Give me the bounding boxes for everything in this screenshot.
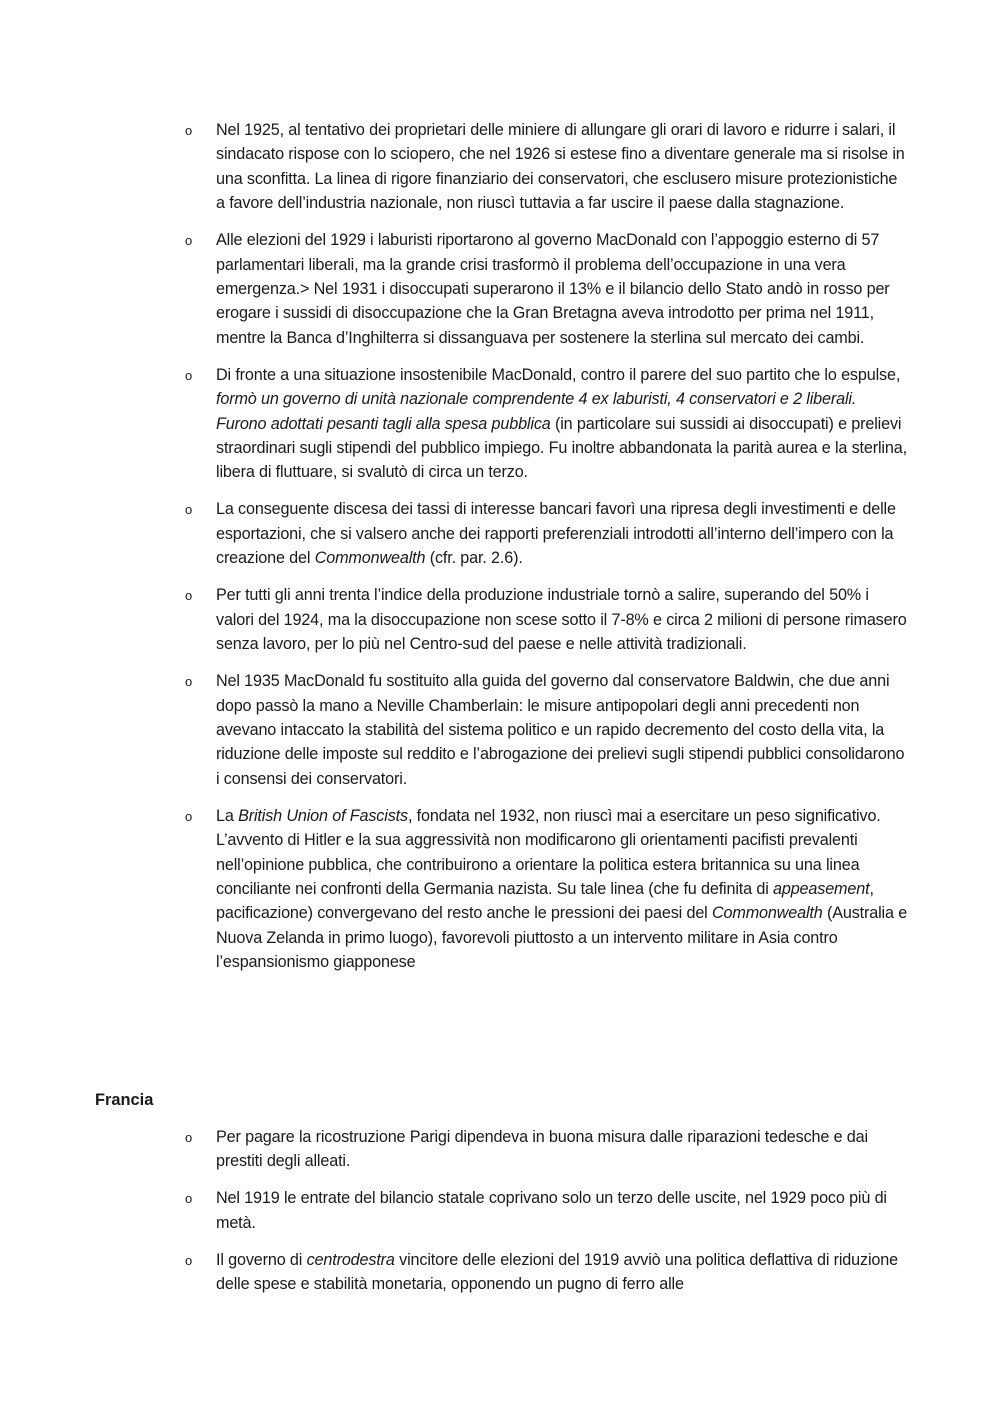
list-item: [184, 228, 908, 350]
bullet-icon: [185, 502, 192, 518]
section-heading: Francia: [95, 1091, 154, 1109]
paragraph-italic-text: Commonwealth: [711, 904, 823, 923]
paragraph-text: Nel 1919 le entrate del bilancio statale coprivano solo un terzo delle uscite, nel 1929 poco più di metà.: [216, 1189, 887, 1232]
bullet-list-france: [184, 1125, 908, 1309]
list-item: [184, 497, 908, 570]
bullet-icon: [185, 123, 192, 139]
paragraph-text: La: [216, 806, 239, 825]
paragraph-text: Per pagare la ricostruzione Parigi dipendeva in buona misura dalle riparazioni tedesche e dai prestiti degli alleati.: [216, 1128, 868, 1171]
bullet-list-britain: [184, 118, 908, 987]
bullet-icon: [185, 809, 192, 825]
bullet-icon: [185, 368, 192, 384]
bullet-icon: [185, 233, 192, 249]
paragraph-italic-text: centrodestra: [306, 1250, 395, 1269]
paragraph-text: vincitore delle elezioni del 1919 avviò una politica deflattiva di riduzione delle spese e stabilità monetaria, opponendo un pugno di ferro alle: [216, 1250, 898, 1294]
list-item: [184, 804, 908, 975]
paragraph-italic-text: British Union of Fascists: [238, 806, 408, 825]
bullet-icon: [185, 1130, 192, 1146]
paragraph-text: Alle elezioni del 1929 i laburisti riportarono al governo MacDonald con l’appoggio esterno di 57 parlamentari liberali, ma la grande crisi trasformò il problema dell’occupazione in una vera emergenza.> Nel 1931 i disoccupati superarono il 13% e il bilancio dello Stato andò in rosso per erogare i sussidi di disoccupazione che la Gran Bretagna aveva introdotto per prima nel 1911, mentre la Banca d’Inghilterra si dissanguava per sostenere la sterlina sul mercato dei cambi.: [216, 231, 890, 347]
paragraph-text: (in particolare sui sussidi ai disoccupati) e prelievi straordinari sugli stipendi del pubblico impiego. Fu inoltre abbandonata la parità aurea e la sterlina, libera di fluttuare, si svalutò di circa un terzo.: [216, 414, 907, 482]
list-item: [184, 363, 908, 485]
bullet-icon: [185, 1191, 192, 1207]
paragraph-text: Il governo di: [216, 1250, 307, 1269]
list-item: [184, 583, 908, 656]
paragraph-italic-text: appeasement: [773, 879, 870, 898]
list-item: [184, 1248, 908, 1297]
paragraph-text: Di fronte a una situazione insostenibile MacDonald, contro il parere del suo partito che lo espulse,: [216, 365, 901, 384]
paragraph-text: , fondata nel 1932, non riuscì mai a esercitare un peso significativo. L’avvento di Hitler e la sua aggressività non modificarono gli orientamenti pacifisti prevalenti nell’opinione pubblica, che contribuirono a orientare la politica estera britannica su una linea conciliante nei confronti della Germania nazista. Su tale linea (che fu definita di: [216, 806, 881, 898]
bullet-icon: [185, 588, 192, 604]
bullet-icon: [185, 674, 192, 690]
paragraph-italic-text: formò un governo di unità nazionale comprendente 4 ex laburisti, 4 conservatori e 2 liberali. Furono adottati pesanti tagli alla spesa pubblica: [216, 390, 857, 433]
paragraph-italic-text: Commonwealth: [314, 549, 426, 568]
paragraph-text: Nel 1935 MacDonald fu sostituito alla guida del governo dal conservatore Baldwin, che due anni dopo passò la mano a Neville Chamberlain: le misure antipopolari degli anni precedenti non avevano intaccato la stabilità del sistema politico e un rapido decremento del costo della vita, la riduzione delle imposte sul reddito e l’abrogazione dei prelievi sugli stipendi pubblici consolidarono i consensi dei conservatori.: [216, 672, 905, 788]
list-item: [184, 1186, 908, 1235]
paragraph-text: (cfr. par. 2.6).: [425, 549, 523, 568]
paragraph-text: La conseguente discesa dei tassi di interesse bancari favorì una ripresa degli investimenti e delle esportazioni, che si valsero anche dei rapporti preferenziali introdotti all’interno dell’impero con la creazione del: [216, 500, 896, 568]
bullet-icon: [185, 1253, 192, 1269]
list-item: [184, 669, 908, 791]
paragraph-text: , pacificazione) convergevano del resto anche le pressioni dei paesi del: [216, 879, 874, 923]
paragraph-text: Nel 1925, al tentativo dei proprietari delle miniere di allungare gli orari di lavoro e ridurre i salari, il sindacato rispose con lo sciopero, che nel 1926 si estese fino a diventare generale ma si risolse in una sconfitta. La linea di rigore finanziario dei conservatori, che esclusero misure protezionistiche a favore dell’industria nazionale, non riuscì tuttavia a far uscire il paese dalla stagnazione.: [216, 121, 905, 213]
paragraph-text: Per tutti gli anni trenta l’indice della produzione industriale tornò a salire, superando del 50% i valori del 1924, ma la disoccupazione non scese sotto il 7-8% e circa 2 milioni di persone rimasero senza lavoro, per lo più nel Centro-sud del paese e nelle attività tradizionali.: [216, 586, 907, 654]
paragraph-text: (Australia e Nuova Zelanda in primo luogo), favorevoli piuttosto a un intervento militare in Asia contro l’espansionismo giapponese: [216, 904, 908, 972]
list-item: [184, 118, 908, 216]
list-item: [184, 1125, 908, 1174]
